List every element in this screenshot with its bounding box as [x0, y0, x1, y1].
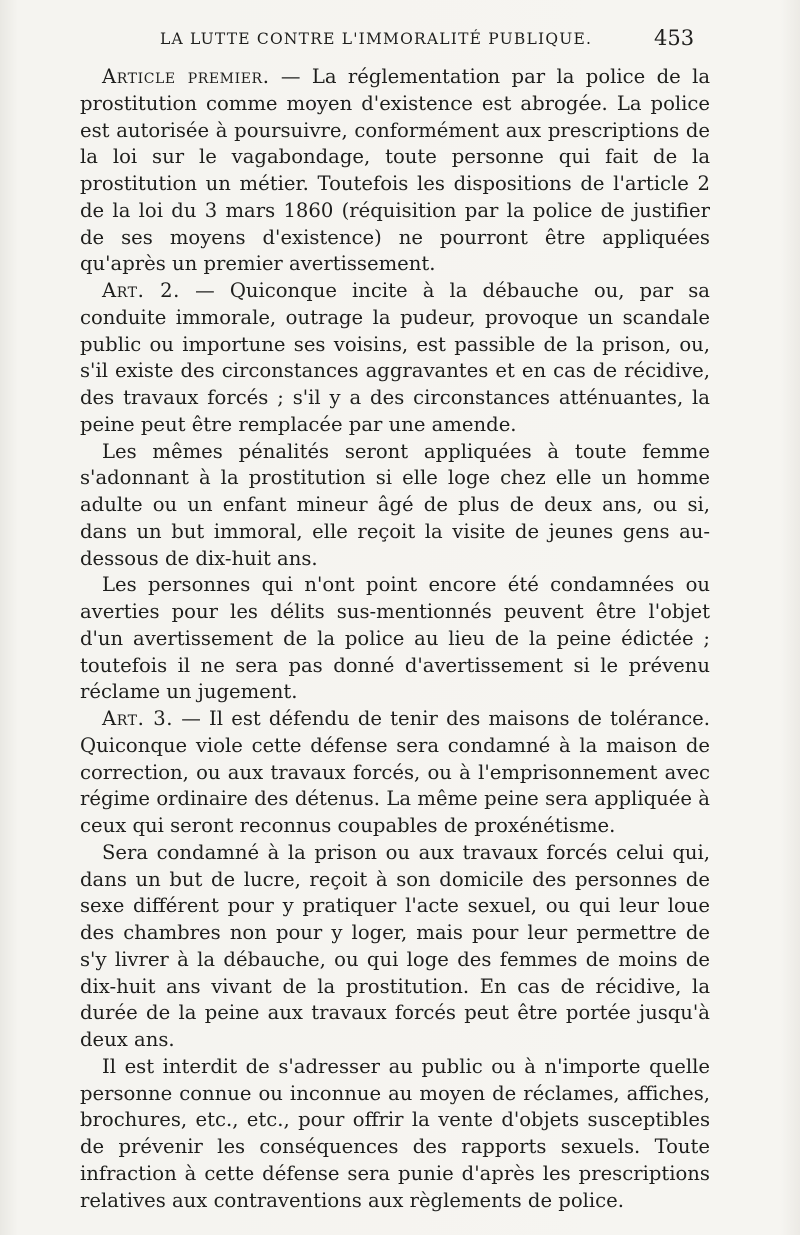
paragraph-text: Il est interdit de s'adresser au public ou à n'importe quelle personne connue ou inconnue au moyen de réclames, affiches, brochures, etc., etc., pour offrir la vente d'objets susceptibles de prévenir les conséquences des rapports sexuels. Toute infraction à cette défense sera punie d'après les prescriptions relatives aux contraventions aux règlements de police. — [80, 1054, 710, 1212]
paragraph — [80, 572, 710, 706]
paragraph-article-2 — [80, 278, 710, 439]
paragraph-text: Les mêmes pénalités seront appliquées à toute femme s'adonnant à la prostitution si elle loge chez elle un homme adulte ou un enfant mineur âgé de plus de deux ans, ou si, dans un but immoral, elle reçoit la visite de jeunes gens au-dessous de dix-huit ans. — [80, 439, 710, 570]
paragraph — [80, 1054, 710, 1215]
paragraph-text: Les personnes qui n'ont point encore été condamnées ou averties pour les délits sus-mentionnés peuvent être l'objet d'un avertissement de la police au lieu de la peine édictée ; toutefois il ne sera pas donné d'avertissement si le prévenu réclame un jugement. — [80, 573, 710, 704]
article-label: Article premier. — [102, 65, 270, 88]
page-number: 453 — [654, 26, 695, 50]
running-title: LA LUTTE CONTRE L'IMMORALITÉ PUBLIQUE. — [160, 30, 593, 48]
article-label: Art. 2. — [102, 279, 181, 302]
paragraph-text: — La réglementation par la police de la prostitution comme moyen d'existence est abrogée. La police est autorisée à poursuivre, conformément aux prescriptions de la loi sur le vagabondage, toute personne qui fait de la prostitution un métier. Toutefois les dispositions de l'article 2 de la loi du 3 mars 1860 (réquisition par la police de justifier de ses moyens d'existence) ne pourront être appliquées qu'après un premier avertissement. — [80, 65, 711, 276]
paragraph-text: Sera condamné à la prison ou aux travaux forcés celui qui, dans un but de lucre, reçoit à son domicile des personnes de sexe différent pour y pratiquer l'acte sexuel, ou qui leur loue des chambres non pour y loger, mais pour leur permettre de s'y livrer à la débauche, ou qui loge des femmes de moins de dix-huit ans vivant de la prostitution. En cas de récidive, la durée de la peine aux travaux forcés peut être portée jusqu'à deux ans. — [80, 840, 710, 1051]
paragraph-article-3 — [80, 706, 710, 840]
paragraph — [80, 439, 710, 573]
paragraph-article-1 — [80, 64, 710, 278]
paragraph — [80, 840, 710, 1054]
article-label: Art. 3. — [102, 707, 174, 730]
paragraph-text: — Il est défendu de tenir des maisons de tolérance. Quiconque viole cette défense sera condamné à la maison de correction, ou aux travaux forcés, ou à l'emprisonnement avec régime ordinaire des détenus. La même peine sera appliquée à ceux qui seront reconnus coupables de proxénétisme. — [80, 707, 710, 837]
running-head — [0, 26, 800, 60]
paragraph-text: — Quiconque incite à la débauche ou, par sa conduite immorale, outrage la pudeur, provoque un scandale public ou importune ses voisins, est passible de la prison, ou, s'il existe des circonstances aggravantes et en cas de récidive, des travaux forcés ; s'il y a des circonstances atténuantes, la peine peut être remplacée par une amende. — [80, 279, 710, 436]
body-text — [80, 64, 710, 1214]
